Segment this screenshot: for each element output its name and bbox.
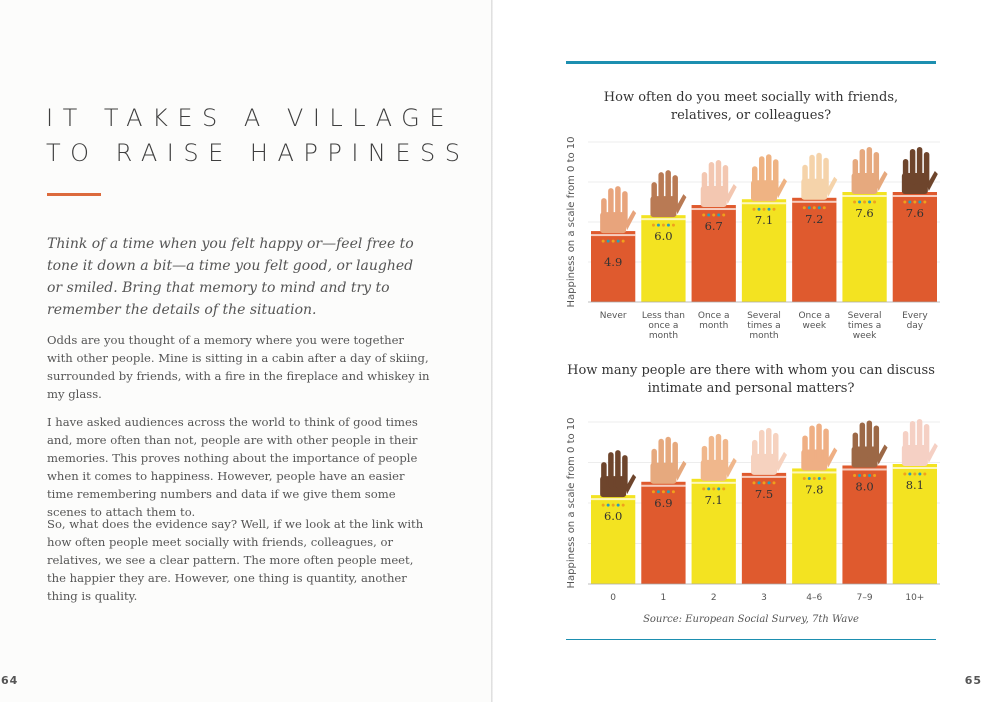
hand-finger bbox=[672, 442, 678, 475]
cuff-dot bbox=[652, 224, 655, 227]
value-label: 8.0 bbox=[855, 479, 874, 494]
hand-finger bbox=[622, 455, 627, 488]
x-tick-label: month bbox=[648, 331, 679, 341]
cuff-dot bbox=[712, 487, 715, 490]
cuff-dot bbox=[662, 224, 665, 227]
hand-finger bbox=[766, 154, 772, 192]
x-tick-label: month bbox=[699, 321, 729, 331]
x-tick-label: 2 bbox=[710, 593, 717, 603]
cuff-stripe bbox=[692, 208, 736, 210]
hand-finger bbox=[766, 428, 772, 466]
cuff-stripe bbox=[792, 471, 836, 473]
hand-finger bbox=[665, 437, 671, 475]
y-axis-label: Happiness on a scale from 0 to 10 bbox=[566, 417, 577, 589]
cuff-dot bbox=[702, 214, 705, 217]
cuff-stripe bbox=[792, 201, 836, 203]
value-label: 6.0 bbox=[603, 509, 623, 524]
cuff-dot bbox=[808, 477, 811, 480]
x-tick-label: week bbox=[852, 331, 877, 341]
cuff-dot bbox=[813, 206, 816, 209]
hand-finger bbox=[716, 160, 722, 198]
cuff-dot bbox=[808, 206, 811, 209]
value-label: 7.6 bbox=[905, 206, 925, 220]
cuff-dot bbox=[657, 224, 660, 227]
hand-finger bbox=[867, 147, 873, 185]
hand-finger bbox=[622, 191, 627, 224]
body-paragraph-2: I have asked audiences across the world to think of good times and, more often than not, people are with other people in their memories. This proves nothing about the importance of people when it comes to happiness. However, people have an easier time remembering numbers and data if we give them some scenes to attach them to. bbox=[47, 415, 418, 519]
chart-2-title bbox=[566, 362, 936, 398]
cuff-dot bbox=[722, 487, 725, 490]
hand-finger bbox=[773, 433, 779, 466]
cuff-dot bbox=[858, 201, 861, 204]
cuff-dot bbox=[803, 206, 806, 209]
hand-finger bbox=[672, 175, 678, 208]
cuff-dot bbox=[863, 201, 866, 204]
cuff-dot bbox=[612, 504, 615, 507]
value-label: 7.1 bbox=[704, 492, 723, 507]
cuff-stripe bbox=[893, 195, 937, 197]
value-label: 8.1 bbox=[905, 478, 925, 492]
value-label: 6.0 bbox=[654, 229, 673, 244]
cuff-stripe bbox=[893, 467, 937, 469]
hand-finger bbox=[853, 159, 859, 185]
cuff-dot bbox=[672, 490, 675, 493]
value-label: 7.2 bbox=[805, 211, 824, 226]
x-tick-label: Several bbox=[847, 311, 882, 321]
value-label: 7.1 bbox=[754, 213, 774, 228]
chart-top-rule bbox=[566, 61, 936, 64]
cuff-dot bbox=[903, 473, 906, 476]
hand-finger bbox=[917, 419, 923, 457]
hand-finger bbox=[658, 172, 664, 208]
x-tick-label: 0 bbox=[610, 593, 617, 603]
source-note: Source: European Social Survey, 7th Wave bbox=[643, 614, 859, 625]
cuff-dot bbox=[652, 490, 655, 493]
cuff-dot bbox=[617, 504, 620, 507]
hand-finger bbox=[874, 425, 880, 458]
chart-confidants-count bbox=[560, 412, 940, 607]
cuff-stripe bbox=[692, 482, 736, 484]
hand-finger bbox=[816, 153, 822, 191]
cuff-dot bbox=[602, 504, 605, 507]
chart-bottom-rule bbox=[566, 639, 936, 640]
cuff-dot bbox=[913, 473, 916, 476]
cuff-dot bbox=[773, 481, 776, 484]
cuff-dot bbox=[763, 208, 766, 211]
hand-finger bbox=[716, 434, 722, 472]
cuff-dot bbox=[753, 481, 756, 484]
chart-1-title-line-2: relatives, or colleagues? bbox=[670, 108, 832, 123]
x-tick-label: Never bbox=[599, 311, 627, 321]
hand-finger bbox=[910, 149, 916, 185]
cuff-dot bbox=[923, 201, 926, 204]
hand-finger bbox=[709, 436, 715, 472]
page-number-left: 64 bbox=[1, 674, 19, 687]
cuff-dot bbox=[853, 201, 856, 204]
cuff-stripe bbox=[842, 468, 886, 470]
hand-finger bbox=[874, 152, 880, 185]
hand-finger bbox=[924, 424, 930, 457]
x-tick-label: week bbox=[802, 321, 827, 331]
x-tick-label: Once a bbox=[798, 311, 831, 321]
value-label: 7.6 bbox=[855, 206, 874, 220]
hand-finger bbox=[723, 165, 729, 198]
cuff-dot bbox=[707, 214, 710, 217]
intro-text: Think of a time when you felt happy or—feel free to tone it down a bit—a time you felt good, or laughed or smiled. Bring that memory to mind and try to remember the details of the situation. bbox=[47, 236, 414, 318]
hand-finger bbox=[601, 198, 607, 224]
value-label: 4.9 bbox=[603, 255, 623, 270]
hand-finger bbox=[752, 440, 758, 466]
cuff-dot bbox=[918, 473, 921, 476]
cuff-dot bbox=[813, 477, 816, 480]
body-paragraph-3: So, what does the evidence say? Well, if we look at the link with how often people meet socially with friends, colleagues, or relatives, we see a clear pattern. The more often people meet, the happier they are. However, one thing is quantity, another thing is quality. bbox=[47, 517, 424, 603]
cuff-dot bbox=[918, 201, 921, 204]
cuff-dot bbox=[758, 208, 761, 211]
y-axis-label: Happiness on a scale from 0 to 10 bbox=[566, 136, 577, 308]
hand-finger bbox=[752, 166, 758, 192]
chart-social-meeting-frequency bbox=[560, 132, 940, 347]
cuff-dot bbox=[617, 240, 620, 243]
hand-finger bbox=[802, 165, 808, 191]
cuff-dot bbox=[707, 487, 710, 490]
heading-line-2: TO RAISE HAPPINESS bbox=[46, 139, 470, 167]
cuff-dot bbox=[667, 224, 670, 227]
cuff-stripe bbox=[591, 234, 635, 236]
hand-finger bbox=[809, 155, 815, 191]
cuff-dot bbox=[913, 201, 916, 204]
hand-finger bbox=[860, 149, 866, 185]
hand-finger bbox=[867, 420, 873, 458]
hand-finger bbox=[651, 182, 657, 208]
cuff-dot bbox=[607, 504, 610, 507]
cuff-stripe bbox=[591, 498, 635, 500]
cuff-dot bbox=[607, 240, 610, 243]
cuff-dot bbox=[853, 474, 856, 477]
hand-finger bbox=[601, 462, 607, 488]
cuff-dot bbox=[753, 208, 756, 211]
hand-finger bbox=[709, 162, 715, 198]
hand-finger bbox=[853, 432, 859, 458]
x-tick-label: 4–6 bbox=[806, 593, 823, 603]
page-number-right: 65 bbox=[964, 674, 982, 687]
x-tick-label: Every bbox=[902, 311, 928, 321]
cuff-stripe bbox=[641, 218, 685, 220]
hand-finger bbox=[903, 431, 909, 457]
cuff-dot bbox=[662, 490, 665, 493]
x-tick-label: once a bbox=[648, 321, 679, 331]
cuff-dot bbox=[702, 487, 705, 490]
value-label: 7.8 bbox=[805, 482, 824, 497]
x-tick-label: month bbox=[749, 331, 779, 341]
cuff-dot bbox=[873, 201, 876, 204]
hand-finger bbox=[924, 152, 930, 185]
chart-2-title-line-2: intimate and personal matters? bbox=[647, 381, 855, 396]
hand-finger bbox=[608, 188, 614, 224]
cuff-dot bbox=[863, 474, 866, 477]
chart-1-title bbox=[566, 89, 936, 125]
x-tick-label: times a bbox=[847, 321, 882, 331]
x-tick-label: Less than bbox=[641, 311, 685, 321]
cuff-stripe bbox=[742, 202, 786, 204]
hand-finger bbox=[917, 147, 923, 185]
hand-finger bbox=[759, 156, 765, 192]
hand-finger bbox=[759, 430, 765, 466]
hand-finger bbox=[773, 159, 779, 192]
cuff-dot bbox=[667, 490, 670, 493]
cuff-dot bbox=[858, 474, 861, 477]
x-tick-label: Several bbox=[747, 311, 781, 321]
cuff-dot bbox=[818, 206, 821, 209]
hand-finger bbox=[903, 159, 909, 185]
cuff-dot bbox=[908, 473, 911, 476]
chart-1-title-line-1: How often do you meet socially with friends, bbox=[603, 90, 899, 105]
hand-finger bbox=[651, 449, 657, 475]
value-label: 6.7 bbox=[704, 219, 723, 234]
cuff-dot bbox=[873, 474, 876, 477]
hand-finger bbox=[615, 186, 621, 224]
heading-line-1: IT TAKES A VILLAGE bbox=[46, 104, 454, 132]
cuff-dot bbox=[803, 477, 806, 480]
cuff-stripe bbox=[742, 476, 786, 478]
accent-divider bbox=[47, 193, 101, 196]
chart-2-title-line-1: How many people are there with whom you can discuss bbox=[567, 363, 935, 378]
hand-finger bbox=[658, 439, 664, 475]
hand-finger bbox=[816, 423, 822, 461]
x-tick-label: 7–9 bbox=[856, 593, 873, 603]
cuff-dot bbox=[612, 240, 615, 243]
x-tick-label: 3 bbox=[761, 593, 767, 603]
cuff-dot bbox=[823, 477, 826, 480]
cuff-dot bbox=[717, 487, 720, 490]
cuff-dot bbox=[763, 481, 766, 484]
cuff-dot bbox=[903, 201, 906, 204]
cuff-dot bbox=[602, 240, 605, 243]
cuff-dot bbox=[923, 473, 926, 476]
cuff-dot bbox=[717, 214, 720, 217]
body-paragraph-1: Odds are you thought of a memory where you were together with other people. Mine is sitting in a cabin after a day of skiing, surrounded by friends, with a fire in the fireplace and whiskey in my glass. bbox=[47, 333, 430, 401]
cuff-dot bbox=[908, 201, 911, 204]
cuff-dot bbox=[768, 481, 771, 484]
x-tick-label: Once a bbox=[697, 311, 730, 321]
value-label: 6.9 bbox=[654, 495, 673, 510]
chapter-heading bbox=[46, 101, 469, 171]
hand-finger bbox=[860, 422, 866, 458]
cuff-dot bbox=[758, 481, 761, 484]
hand-finger bbox=[702, 446, 708, 472]
hand-finger bbox=[910, 421, 916, 457]
cuff-dot bbox=[622, 504, 625, 507]
cuff-dot bbox=[622, 240, 625, 243]
cuff-dot bbox=[818, 477, 821, 480]
cuff-dot bbox=[768, 208, 771, 211]
hand-finger bbox=[702, 172, 708, 198]
cuff-dot bbox=[823, 206, 826, 209]
hand-finger bbox=[802, 435, 808, 461]
cuff-stripe bbox=[641, 485, 685, 487]
cuff-dot bbox=[722, 214, 725, 217]
hand-finger bbox=[723, 439, 729, 472]
cuff-stripe bbox=[842, 195, 886, 197]
cuff-dot bbox=[712, 214, 715, 217]
hand-finger bbox=[823, 428, 829, 461]
cuff-dot bbox=[868, 201, 871, 204]
value-label: 7.5 bbox=[754, 486, 774, 501]
cuff-dot bbox=[868, 474, 871, 477]
hand-finger bbox=[823, 158, 829, 191]
hand-finger bbox=[608, 452, 614, 488]
hand-finger bbox=[665, 170, 671, 208]
x-tick-label: day bbox=[906, 321, 924, 331]
cuff-dot bbox=[657, 490, 660, 493]
x-tick-label: 1 bbox=[660, 593, 667, 603]
hand-finger bbox=[809, 425, 815, 461]
x-tick-label: 10+ bbox=[905, 593, 925, 603]
hand-finger bbox=[615, 450, 621, 488]
x-tick-label: times a bbox=[747, 321, 781, 331]
cuff-dot bbox=[773, 208, 776, 211]
cuff-dot bbox=[672, 224, 675, 227]
